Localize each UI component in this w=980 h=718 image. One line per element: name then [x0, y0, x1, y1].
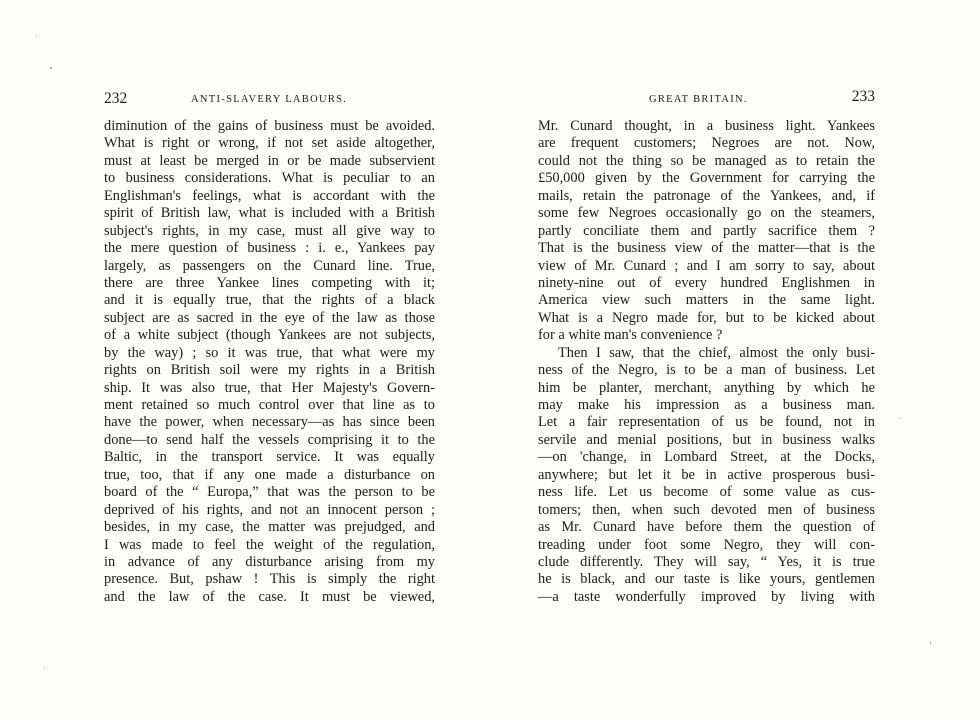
text-line: partly conciliate them and partly sacrifice them ?	[538, 222, 875, 239]
paper-speck	[44, 668, 45, 669]
text-line: by the way) ; so it was true, that what were my	[104, 344, 435, 361]
right-running-head	[538, 90, 875, 110]
paper-speck	[930, 642, 931, 644]
text-line: Let a fair representation of us be found, not in	[538, 414, 875, 431]
text-line: servile and menial positions, but in business walks	[538, 431, 875, 448]
text-line: are frequent customers; Negroes are not. Now,	[538, 135, 875, 152]
text-line: and the law of the case. It must be viewed,	[104, 588, 435, 605]
text-line: as Mr. Cunard have before them the question of	[538, 519, 875, 536]
text-line: ness of the Negro, is to be a man of business. Let	[538, 362, 875, 379]
text-line: ment retained so much control over that line as to	[104, 397, 435, 413]
text-line: some few Negroes occasionally go on the steamers,	[538, 205, 875, 222]
text-line: ship. It was also true, that Her Majesty's Govern-	[104, 379, 435, 396]
text-line: What is a Negro made for, but to be kicked about	[538, 309, 875, 326]
text-line: for a white man's convenience ?	[538, 327, 723, 344]
text-line: he is black, and our taste is like yours, gentlemen	[538, 571, 875, 588]
text-line: —on 'change, in Lombard Street, at the Docks,	[538, 449, 875, 466]
text-line: treading under foot some Negro, they will con-	[538, 536, 875, 553]
text-line: could not the thing so be managed as to retain the	[538, 152, 875, 169]
text-line: I was made to feel the weight of the regulation,	[104, 536, 435, 553]
text-line: the mere question of business : i. e., Yankees pay	[104, 240, 435, 257]
text-line: subject are as sacred in the eye of the law as those	[104, 309, 435, 326]
text-line: must at least be merged in or be made subservient	[104, 152, 435, 169]
text-line: may make his impression as a business man.	[538, 397, 875, 413]
text-line: largely, as passengers on the Cunard line. True,	[104, 257, 435, 274]
page-number-left: 232	[104, 90, 128, 107]
text-line: £50,000 given by the Government for carrying the	[538, 170, 875, 187]
text-line: presence. But, pshaw ! This is simply the right	[104, 571, 435, 588]
text-line: have the power, when necessary—as has since been	[104, 414, 435, 431]
running-head-title-right: GREAT BRITAIN.	[649, 94, 748, 105]
text-line: subject's rights, in my case, must all give way to	[104, 222, 435, 239]
text-line: —a taste wonderfully improved by living with	[538, 588, 875, 605]
text-line: deprived of his rights, and not an innocent person ;	[104, 501, 435, 518]
text-line: to business considerations. What is peculiar to an	[104, 170, 435, 187]
text-line: ness life. Let us become of some value as cus-	[538, 484, 875, 501]
left-body-text	[104, 118, 435, 606]
text-line: ninety-nine out of every hundred Englishmen in	[538, 274, 875, 291]
text-line: diminution of the gains of business must be avoided.	[104, 118, 435, 134]
text-line: rights on British soil were my rights in a British	[104, 362, 435, 379]
text-line: true, too, that if any one made a disturbance on	[104, 466, 435, 483]
text-line: besides, in my case, the matter was prejudged, and	[104, 519, 435, 536]
text-line: anywhere; but let it be in active prosperous busi-	[538, 466, 875, 483]
text-line: done—to send half the vessels comprising it to the	[104, 431, 435, 448]
text-line: view of Mr. Cunard ; and I am sorry to say, about	[538, 257, 875, 274]
left-running-head	[104, 90, 435, 110]
right-body-text	[538, 118, 875, 606]
text-line: Mr. Cunard thought, in a business light. Yankees	[538, 118, 875, 134]
text-line: mails, retain the patronage of the Yankees, and, if	[538, 187, 875, 204]
text-line: tomers; then, when such devoted men of business	[538, 501, 875, 518]
text-line: there are three Yankee lines competing with it;	[104, 274, 435, 291]
left-page	[104, 0, 435, 718]
text-line: What is right or wrong, if not set aside altogether,	[104, 135, 435, 152]
running-head-title-left: ANTI-SLAVERY LABOURS.	[191, 94, 348, 105]
paper-speck	[36, 35, 37, 36]
paper-speck	[900, 418, 901, 419]
text-line: board of the “ Europa,” that was the person to be	[104, 484, 435, 501]
paper-speck	[50, 67, 52, 69]
text-line: America view such matters in the same light.	[538, 292, 875, 309]
text-line: and it is equally true, that the rights of a black	[104, 292, 435, 309]
text-line: clude differently. They will say, “ Yes, it is true	[538, 553, 875, 570]
text-line: him be planter, merchant, anything by which he	[538, 379, 875, 396]
text-line: Englishman's feelings, what is accordant with the	[104, 187, 435, 204]
text-line: of a white subject (though Yankees are not subjects,	[104, 327, 435, 344]
page-number-right: 233	[851, 88, 875, 105]
text-line: Baltic, in the transport service. It was equally	[104, 449, 435, 466]
text-line: in advance of any disturbance arising from my	[104, 553, 435, 570]
text-line: That is the business view of the matter—that is the	[538, 240, 875, 257]
text-line: spirit of British law, what is included with a British	[104, 205, 435, 222]
text-line: Then I saw, that the chief, almost the only busi-	[558, 344, 875, 361]
right-page	[538, 0, 875, 718]
